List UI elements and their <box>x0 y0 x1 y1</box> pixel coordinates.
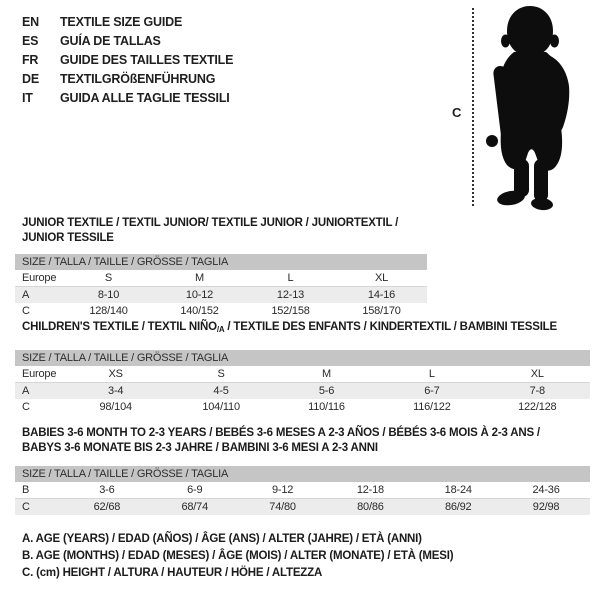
table-row <box>15 270 427 287</box>
height-measure-label: C <box>452 105 462 120</box>
size-cell: 8-10 <box>97 289 120 301</box>
table-title: JUNIOR TEXTILE / TEXTIL JUNIOR/ TEXTILE JUNIOR / JUNIORTEXTIL / JUNIOR TESSILE <box>22 217 399 244</box>
size-header-bar: SIZE / TALLA / TAILLE / GRÖSSE / TAGLIA <box>15 466 590 482</box>
language-header <box>22 13 233 108</box>
table-title <box>15 320 590 337</box>
size-cell: XS <box>63 366 168 383</box>
title-prefix: CHILDREN'S TEXTILE / TEXTIL NIÑO <box>22 321 217 333</box>
size-cell: 74/80 <box>269 501 296 513</box>
size-cell: 152/158 <box>271 305 310 317</box>
legend-line-a: A. AGE (YEARS) / EDAD (AÑOS) / ÂGE (ANS) / ALTER (JAHRE) / ETÀ (ANNI) <box>22 533 422 545</box>
table-row <box>15 287 427 304</box>
size-cell: M <box>274 366 379 383</box>
size-cell: 3-6 <box>63 482 151 499</box>
size-cell: 9-12 <box>239 482 327 499</box>
children-textile-section <box>15 320 590 415</box>
row-label: C <box>22 401 30 413</box>
legend <box>22 531 453 582</box>
size-cell: 86/92 <box>444 501 472 513</box>
size-cell: 14-16 <box>367 289 396 301</box>
height-measure-line <box>472 8 474 206</box>
lang-code: EN <box>22 15 39 29</box>
children-size-table <box>15 366 590 415</box>
lang-title: TEXTILGRÖßENFÜHRUNG <box>60 72 216 86</box>
legend-line-b: B. AGE (MONTHS) / EDAD (MESES) / ÂGE (MOIS) / ALTER (MONATE) / ETÀ (MESI) <box>22 550 454 562</box>
size-cell: 158/170 <box>362 305 401 317</box>
lang-row-en <box>22 13 233 32</box>
size-cell: 110/116 <box>308 401 345 413</box>
junior-size-table <box>15 270 427 319</box>
babies-size-table <box>15 482 590 515</box>
table-row <box>15 499 590 516</box>
size-header-bar: SIZE / TALLA / TAILLE / GRÖSSE / TAGLIA <box>15 350 590 366</box>
row-label: A <box>22 289 30 301</box>
size-cell: 68/74 <box>181 501 208 513</box>
lang-row-es <box>22 32 233 51</box>
size-cell: XL <box>485 366 590 383</box>
table-row <box>15 366 590 383</box>
title-suffix: / TEXTILE DES ENFANTS / KINDERTEXTIL / BAMBINI TESSILE <box>224 321 557 333</box>
table-row <box>15 303 427 319</box>
lang-row-it <box>22 89 233 108</box>
row-label: A <box>22 385 30 397</box>
size-cell: 128/140 <box>89 305 128 317</box>
size-cell: XL <box>336 270 427 287</box>
size-cell: 92/98 <box>532 501 560 513</box>
lang-code: ES <box>22 34 39 48</box>
size-cell: 18-24 <box>414 482 502 499</box>
size-cell: 6-7 <box>424 385 440 397</box>
baby-silhouette-icon <box>484 4 580 217</box>
size-cell: 7-8 <box>529 385 545 397</box>
size-cell: S <box>168 366 273 383</box>
size-cell: L <box>379 366 484 383</box>
size-cell: 24-36 <box>502 482 590 499</box>
table-row <box>15 399 590 415</box>
lang-code: FR <box>22 53 39 67</box>
row-label: C <box>22 501 30 513</box>
lang-title: TEXTILE SIZE GUIDE <box>60 15 183 29</box>
size-cell: 6-9 <box>151 482 239 499</box>
row-label: Europe <box>15 270 63 287</box>
size-cell: 104/110 <box>202 401 240 413</box>
size-cell: 12-13 <box>276 289 305 301</box>
lang-title: GUÍA DE TALLAS <box>60 34 161 48</box>
row-label: B <box>15 482 63 499</box>
row-label: C <box>22 305 30 317</box>
table-row <box>15 383 590 400</box>
size-cell: 98/104 <box>99 401 132 413</box>
lang-row-fr <box>22 51 233 70</box>
size-cell: 140/152 <box>180 305 219 317</box>
size-header-bar: SIZE / TALLA / TAILLE / GRÖSSE / TAGLIA <box>15 254 427 270</box>
title-subscript: /A <box>216 325 225 334</box>
lang-code: DE <box>22 72 39 86</box>
size-cell: 5-6 <box>318 385 335 397</box>
size-cell: 3-4 <box>108 385 124 397</box>
table-title <box>15 426 590 456</box>
size-cell: M <box>154 270 245 287</box>
lang-title: GUIDE DES TAILLES TEXTILE <box>60 53 234 67</box>
size-cell: 80/86 <box>357 501 384 513</box>
title-line1: BABIES 3-6 MONTH TO 2-3 YEARS / BEBÉS 3-6 MESES A 2-3 AÑOS / BÉBÉS 3-6 MOIS À 2-3 ANS / <box>22 427 540 439</box>
size-cell: 116/122 <box>413 401 451 413</box>
size-cell: 4-5 <box>213 385 229 397</box>
title-line2: BABYS 3-6 MONATE BIS 2-3 JAHRE / BAMBINI 3-6 MESI A 2-3 ANNI <box>22 442 378 454</box>
size-cell: 62/68 <box>93 501 121 513</box>
babies-textile-section <box>15 426 590 515</box>
row-label: Europe <box>15 366 63 383</box>
lang-title: GUIDA ALLE TAGLIE TESSILI <box>60 91 230 105</box>
size-cell: 10-12 <box>185 289 214 301</box>
size-cell: S <box>63 270 154 287</box>
table-row <box>15 482 590 499</box>
legend-line-c: C. (cm) HEIGHT / ALTURA / HAUTEUR / HÖHE / ALTEZZA <box>22 567 323 579</box>
lang-code: IT <box>22 91 33 105</box>
lang-row-de <box>22 70 233 89</box>
junior-textile-section <box>15 216 427 319</box>
size-cell: L <box>245 270 336 287</box>
size-cell: 12-18 <box>326 482 414 499</box>
size-cell: 122/128 <box>518 401 557 413</box>
